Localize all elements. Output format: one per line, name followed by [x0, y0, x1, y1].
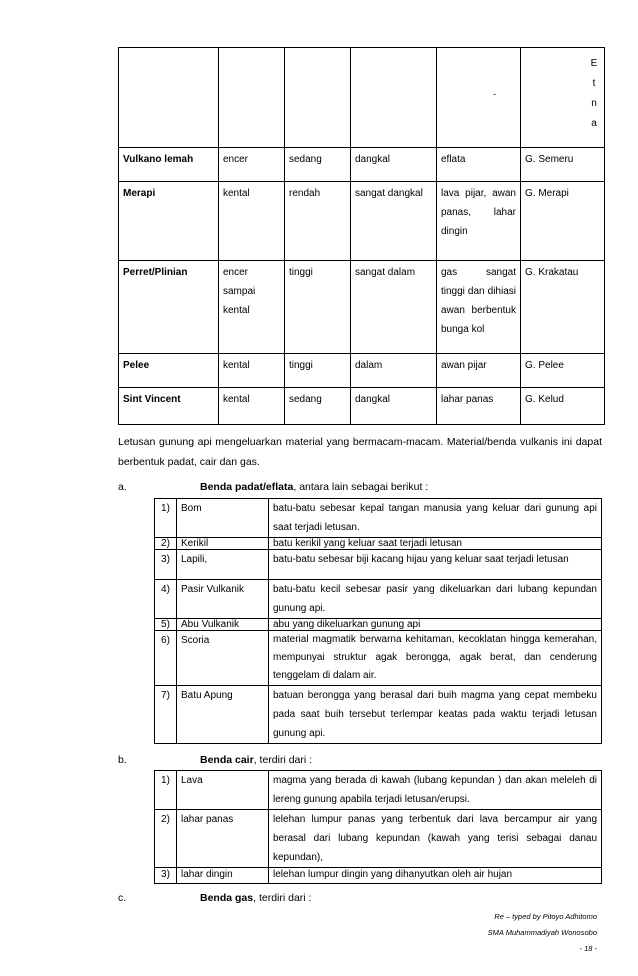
section-c-heading: c. Benda gas, terdiri dari :	[118, 892, 312, 904]
table-row: 5) Abu Vulkanik abu yang dikeluarkan gunung api	[155, 619, 602, 631]
volcano-type-table	[118, 47, 605, 425]
table-row: Sint Vincent kental sedang dangkal lahar panas G. Kelud	[119, 388, 605, 425]
table-dash-mark: -	[493, 89, 496, 99]
footer-school: SMA Muhammadiyah Wonosobo	[487, 928, 597, 937]
table-row: Vulkano lemah encer sedang dangkal eflata G. Semeru	[119, 148, 605, 182]
solid-materials-table	[154, 498, 602, 744]
table-row: 3) lahar dingin lelehan lumpur dingin yang dihanyutkan oleh air hujan	[155, 868, 602, 884]
table-row: 2) Kerikil batu kerikil yang keluar saat terjadi letusan	[155, 538, 602, 550]
etna-cell	[521, 48, 605, 148]
table-row: 4) Pasir Vulkanik batu-batu kecil sebesar pasir yang dikeluarkan dari lubang kepundan gunung api.	[155, 580, 602, 619]
table-row: Perret/Plinian encer sampai kental tinggi sangat dalam gas sangat tinggi dan dihiasi awan berbentuk bunga kol G. Krakatau	[119, 261, 605, 354]
table-row-header-continuation	[119, 48, 605, 148]
table-row: 7) Batu Apung batuan berongga yang berasal dari buih magma yang cepat membeku pada saat buih tersebut terlempar keatas pada waktu terjadi letusan gunung api.	[155, 686, 602, 744]
table-row: Merapi kental rendah sangat dangkal lava pijar, awan panas, lahar dingin G. Merapi	[119, 182, 605, 261]
table-row: 3) Lapili, batu-batu sebesar biji kacang hijau yang keluar saat terjadi letusan	[155, 550, 602, 580]
intro-paragraph: Letusan gunung api mengeluarkan material yang bermacam-macam. Material/benda vulkanis ini dapat berbentuk padat, cair dan gas.	[118, 436, 602, 468]
page-number: - 18 -	[579, 944, 597, 953]
liquid-materials-table	[154, 770, 602, 884]
etna-vertical-text: E t n a	[590, 58, 598, 129]
section-b-heading: b. Benda cair, terdiri dari :	[118, 754, 313, 766]
table-row: 1) Lava magma yang berada di kawah (lubang kepundan ) dan akan meleleh di lereng gunung apabila terjadi letusan/erupsi.	[155, 771, 602, 810]
table-row: 1) Bom batu-batu sebesar kepal tangan manusia yang keluar dari gunung api saat terjadi letusan.	[155, 499, 602, 538]
table-row: 6) Scoria material magmatik berwarna kehitaman, kecoklatan hingga kemerahan, mempunyai struktur agak berongga, agak berat, dan cenderung tenggelam di dalam air.	[155, 631, 602, 686]
footer-retyped-by: Re – typed by Pitoyo Adhitomo	[494, 912, 597, 921]
section-a-heading: a. Benda padat/eflata, antara lain sebagai berikut :	[118, 481, 429, 493]
table-row: 2) lahar panas lelehan lumpur panas yang terbentuk dari lava bercampur air yang berasal dari lubang kepundan (kawah yang terisi sebagai danau kepundan),	[155, 810, 602, 868]
table-row: Pelee kental tinggi dalam awan pijar G. Pelee	[119, 354, 605, 388]
